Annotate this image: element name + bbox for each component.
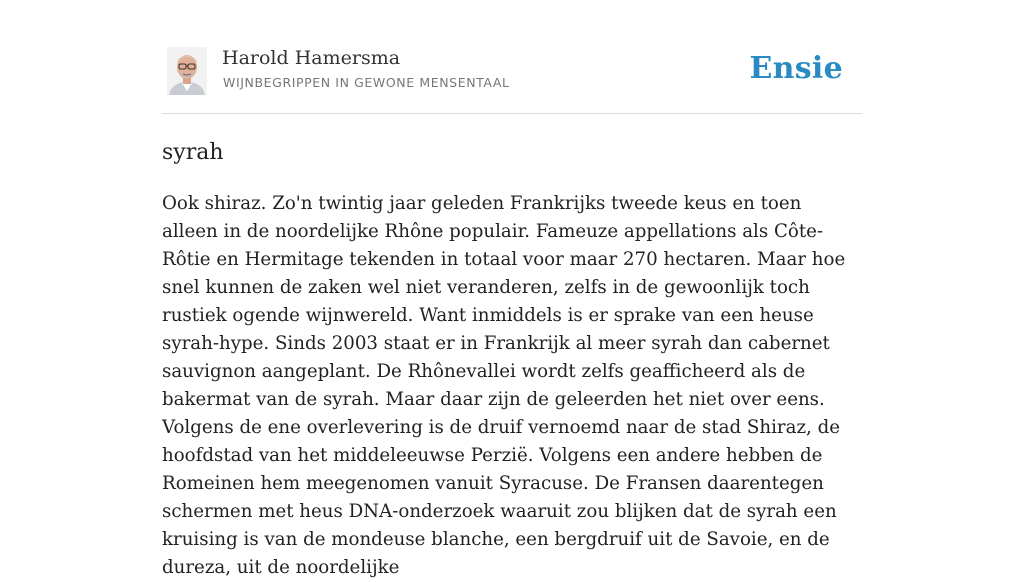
author-tagline: WIJNBEGRIPPEN IN GEWONE MENSENTAAL <box>223 75 510 90</box>
ensie-logo[interactable]: Ensie <box>749 51 843 86</box>
entry-body: Ook shiraz. Zo'n twintig jaar geleden Frankrijks tweede keus en toen alleen in de noordelijke Rhône populair. Fameuze appellations als Côte-Rôtie en Hermitage tekenden in totaal voor maar 270 hectaren. Maar hoe snel kunnen de zaken wel niet veranderen, zelfs in de gewoonlijk toch rustiek ogende wijnwereld. Want inmiddels is er sprake van een heuse syrah-hype. Sinds 2003 staat er in Frankrijk al meer syrah dan cabernet sauvignon aangeplant. De Rhônevallei wordt zelfs geafficheerd als de bakermat van de syrah. Maar daar zijn de geleerden het niet over eens. Volgens de ene overlevering is de druif vernoemd naar de stad Shiraz, de hoofdstad van het middeleeuwse Perzië. Volgens een andere hebben de Romeinen hem meegenomen vanuit Syracuse. De Fransen daarentegen schermen met heus DNA-onderzoek waaruit zou blijken dat de syrah een kruising is van de mondeuse blanche, een bergdruif uit de Savoie, en de dureza, uit de noordelijke <box>162 193 846 578</box>
entry-title: syrah <box>162 140 224 165</box>
author-portrait-icon <box>167 47 207 95</box>
page-container <box>162 0 862 578</box>
author-name[interactable]: Harold Hamersma <box>222 47 401 69</box>
site-header <box>162 0 862 114</box>
author-avatar[interactable] <box>167 47 207 95</box>
